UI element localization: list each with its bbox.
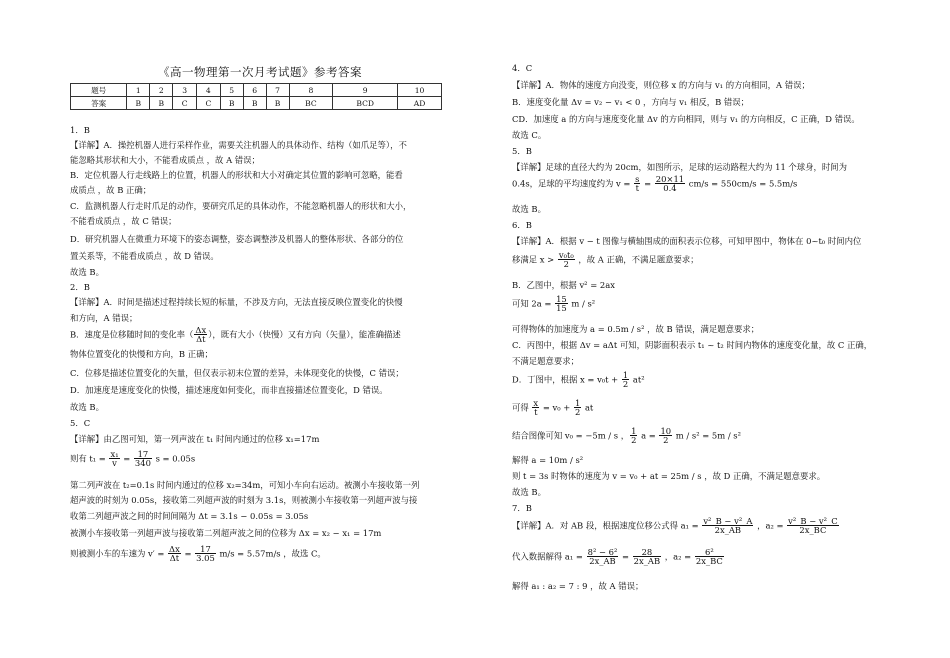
denominator: 2x_BC	[799, 525, 827, 536]
table-cell: 7	[266, 84, 289, 97]
q1-line: B．定位机器人行走线路上的位置，机器人的形状和大小对确定其位置的影响可忽略，能看	[70, 170, 403, 180]
denominator: 2x_AB	[589, 556, 616, 567]
denominator: 3.05	[196, 553, 215, 564]
text-span: m / s²	[568, 298, 596, 309]
table-cell: 4	[196, 84, 220, 97]
numerator: v²_B − v²_C	[788, 516, 838, 526]
page-title: 《高一物理第一次月考试题》参考答案	[158, 65, 362, 79]
text-span: 可知 2a =	[512, 298, 555, 309]
question-4-number: 4．C	[512, 63, 533, 73]
q7-line-formula	[512, 548, 725, 566]
q4-line: 【详解】A．物体的速度方向没变，则位移 x 的方向与 v₁ 的方向相同，A 错误；	[512, 80, 810, 90]
q2-line-formula	[70, 326, 401, 344]
question-2-number: 2．B	[70, 282, 90, 292]
q1-line: D．研究机器人在微重力环境下的姿态调整，姿态调整涉及机器人的整体形状、各部分的位	[70, 234, 404, 244]
q6-line: 解得 a = 10m / s²	[512, 455, 584, 465]
numerator: 10	[660, 426, 672, 436]
q6-line-formula	[512, 251, 699, 269]
numerator: x	[533, 398, 539, 408]
numerator: 1	[574, 398, 581, 408]
q2-line: C．位移是描述位置变化的矢量，但仅表示初末位置的差异，未体现变化的快慢，C 错误；	[70, 368, 404, 378]
text-span: 0.4s，足球的平均速度约为 v =	[512, 178, 634, 189]
text-span: =	[619, 551, 632, 562]
numerator: x₁	[110, 449, 119, 459]
text-span: ，a₂ =	[754, 520, 787, 531]
q5-line: 被测小车接收第一列超声波与接收第二列超声波之间的位移为 Δx = x₂ − x₁ = 17m	[70, 528, 382, 538]
q1-line: C．监测机器人行走时爪足的动作，要研究爪足的具体动作，不能忽略机器人的形状和大小，	[70, 201, 412, 211]
text-span: D．丁图中，根据 x = v₀t +	[512, 374, 621, 385]
text-span: cm/s = 550cm/s = 5.5m/s	[686, 178, 798, 189]
q1-line: 不能看成质点 ，故 C 错误；	[70, 216, 177, 226]
q1-line: 故选 B。	[70, 267, 104, 277]
q6-line: 则 t = 3s 时物体的速度为 v = v₀ + at = 25m / s ，故 D 正确，不满足题意要求。	[512, 471, 826, 481]
text-span: 【详解】A．对 AB 段，根据速度位移公式得 a₁ =	[512, 520, 702, 531]
q1-line: 【详解】A．操控机器人进行采样作业，需要关注机器人的具体动作、结构（如爪足等），不	[70, 140, 407, 150]
fraction	[134, 450, 152, 468]
table-cell: AD	[398, 97, 442, 110]
table-cell: B	[266, 97, 289, 110]
q5b-line: 【详解】足球的直径大约为 20cm，如图所示，足球的运动路程大约为 11 个球身，时间为	[512, 162, 848, 172]
numerator: 17	[195, 545, 216, 554]
q4-line: B．速度变化量 Δv = v₂ − v₁ < 0 ，方向与 v₁ 相反，B 错误；	[512, 97, 750, 107]
table-cell: 9	[333, 84, 398, 97]
numerator: 8² − 6²	[587, 547, 618, 557]
fraction	[787, 517, 838, 535]
fraction	[195, 545, 216, 563]
text-span: ，故 A 正确，不满足题意要求；	[575, 254, 699, 265]
text-span: ），既有大小（快慢）又有方向（矢量），能准确描述	[208, 329, 401, 340]
text-span: 则有 t₁ =	[70, 453, 109, 464]
q1-line: 置关系等，不能看成质点 ，故 D 错误。	[70, 251, 219, 261]
numerator: Δx	[195, 325, 207, 335]
table-cell: 5	[220, 84, 243, 97]
text-span: 代入数据解得 a₁ =	[512, 551, 586, 562]
denominator: Δt	[169, 553, 180, 564]
numerator: 15	[556, 294, 567, 304]
fraction	[168, 545, 181, 563]
numerator: 17	[134, 450, 152, 459]
table-cell: B	[243, 97, 266, 110]
denominator: t	[534, 407, 538, 418]
text-span: 移满足 x >	[512, 254, 557, 265]
fraction	[659, 427, 672, 445]
fraction	[702, 517, 753, 535]
fraction	[587, 548, 619, 566]
q2-line: 故选 B。	[70, 402, 104, 412]
numerator: Δx	[169, 544, 180, 554]
q6-line-formula	[512, 399, 593, 417]
numerator: s	[635, 174, 640, 184]
denominator: 0.4	[663, 183, 677, 194]
table-cell: B	[220, 97, 243, 110]
q5b-line: 故选 B。	[512, 204, 546, 214]
text-span: B．速度是位移随时间的变化率（	[70, 329, 194, 340]
denominator: 2x_BC	[695, 556, 723, 567]
table-header-cell: 题号	[71, 84, 127, 97]
fraction	[655, 175, 685, 193]
table-cell: 3	[173, 84, 197, 97]
denominator: t	[635, 183, 639, 194]
q1-line: 成质点 ，故 B 正确；	[70, 185, 152, 195]
q4-line: CD．加速度 a 的方向与速度变化量 Δv 的方向相同，则与 v₁ 的方向相反，C 正确，D 错误。	[512, 114, 860, 124]
q2-line: 【详解】A．时间是描述过程持续长短的标量，不涉及方向，无法直接反映位置变化的快慢	[70, 297, 403, 307]
fraction	[532, 399, 539, 417]
fraction	[109, 450, 119, 468]
q7-line: 解得 a₁ : a₂ = 7 : 9 ，故 A 错误；	[512, 581, 644, 591]
question-7-number: 7．B	[512, 503, 532, 513]
q2-line: D．加速度是速度变化的快慢，描述速度如何变化，而非直接描述位置变化，D 错误。	[70, 385, 388, 395]
fraction	[695, 548, 724, 566]
numerator: 1	[631, 426, 637, 436]
text-span: =	[181, 548, 195, 559]
table-cell: B	[127, 97, 150, 110]
numerator: 28	[633, 548, 661, 557]
fraction	[633, 548, 661, 566]
denominator: 2	[563, 259, 569, 270]
table-cell: 8	[289, 84, 333, 97]
q5-line: 收第二列超声波之间的时间间隔为 Δt = 3.1s − 0.05s = 3.05s	[70, 511, 309, 521]
denominator: Δt	[196, 334, 206, 345]
denominator: 15	[556, 303, 567, 314]
denominator: v	[112, 458, 117, 469]
numerator: 1	[622, 370, 629, 380]
text-span: m/s = 5.57m/s ，故选 C。	[216, 548, 326, 559]
question-1-number: 1．B	[70, 125, 90, 135]
fraction	[574, 399, 581, 417]
q6-line: 【详解】A．根据 v − t 图像与横轴围成的面积表示位移，可知甲图中，物体在 0~t₀ 时间内位	[512, 236, 862, 246]
fraction	[555, 295, 568, 313]
question-6-number: 6．B	[512, 220, 532, 230]
fraction	[630, 427, 637, 445]
q5-line: 第二列声波在 t₂=0.1s 时间内通过的位移 x₂=34m，可知小车向右运动。被测小车接收第一列	[70, 480, 420, 490]
text-span: ，a₂ =	[662, 551, 694, 562]
table-cell: B	[150, 97, 173, 110]
table-row	[71, 84, 442, 97]
numerator: 20×11	[655, 174, 685, 184]
answer-table	[70, 83, 442, 110]
q6-line: B．乙图中，根据 v² = 2ax	[512, 280, 615, 290]
denominator: 2	[663, 435, 669, 446]
text-span: m / s² = 5m / s²	[673, 430, 741, 441]
q6-line: 故选 B。	[512, 487, 546, 497]
question-5b-number: 5．B	[512, 146, 532, 156]
text-span: a =	[638, 430, 659, 441]
fraction	[622, 371, 629, 389]
q1-line: 能忽略其形状和大小，不能看成质点 ，故 A 错误；	[70, 155, 260, 165]
text-span: 结合图像可知 v₀ = −5m / s ，	[512, 430, 630, 441]
text-span: = v₀ +	[540, 402, 573, 413]
table-cell: BC	[289, 97, 333, 110]
fraction	[194, 326, 207, 344]
table-cell: BCD	[333, 97, 398, 110]
q6-line: 不满足题意要求；	[512, 356, 579, 366]
q5-line-formula	[70, 545, 326, 563]
table-cell: 6	[243, 84, 266, 97]
text-span: at²	[630, 374, 645, 385]
table-cell: 1	[127, 84, 150, 97]
q6-line-formula	[512, 427, 741, 445]
denominator: 2x_AB	[714, 525, 742, 536]
table-cell: 2	[150, 84, 173, 97]
numerator: v²_B − v²_A	[703, 516, 753, 526]
text-span: =	[641, 178, 654, 189]
numerator: v₀t₀	[558, 250, 574, 260]
denominator: 340	[134, 458, 151, 469]
table-cell: 10	[398, 84, 442, 97]
text-span: 则被测小车的车速为 v′ =	[70, 548, 168, 559]
text-span: 可得	[512, 402, 532, 413]
q6-line: C．丙图中，根据 Δv = aΔt 可知，阴影面积表示 t₁ ~ t₂ 时间内物体的速度变化量，故 C 正确，	[512, 340, 873, 350]
q4-line: 故选 C。	[512, 130, 547, 140]
q2-line: 和方向，A 错误；	[70, 313, 138, 323]
question-5-number: 5．C	[70, 418, 91, 428]
q5-line: 超声波的时刻为 0.05s，接收第二列超声波的时刻为 3.1s，则被测小车接收第一列超声波与接	[70, 495, 418, 505]
q6-line: 可得物体的加速度为 a = 0.5m / s² ，故 B 错误，满足题意要求；	[512, 324, 760, 334]
q6-line-formula	[512, 295, 595, 313]
denominator: 2x_AB	[633, 556, 661, 567]
denominator: 2	[631, 435, 637, 446]
denominator: 2	[622, 379, 629, 390]
table-cell: C	[196, 97, 220, 110]
text-span: s = 0.05s	[152, 453, 196, 464]
fraction	[634, 175, 640, 193]
table-header-cell: 答案	[71, 97, 127, 110]
text-span: at	[582, 402, 594, 413]
q5-line-formula	[70, 450, 195, 468]
q6-line-formula	[512, 371, 645, 389]
table-cell: C	[173, 97, 197, 110]
fraction	[558, 251, 575, 269]
q5b-line-formula	[512, 175, 797, 193]
denominator: 2	[574, 407, 581, 418]
q5-line: 【详解】由乙图可知，第一列声波在 t₁ 时间内通过的位移 x₁=17m	[70, 434, 320, 444]
numerator: 6²	[695, 548, 724, 557]
table-row	[71, 97, 442, 110]
q7-line-formula	[512, 517, 840, 535]
q2-line: 物体位置变化的快慢和方向，B 正确；	[70, 349, 213, 359]
text-span: =	[120, 453, 133, 464]
